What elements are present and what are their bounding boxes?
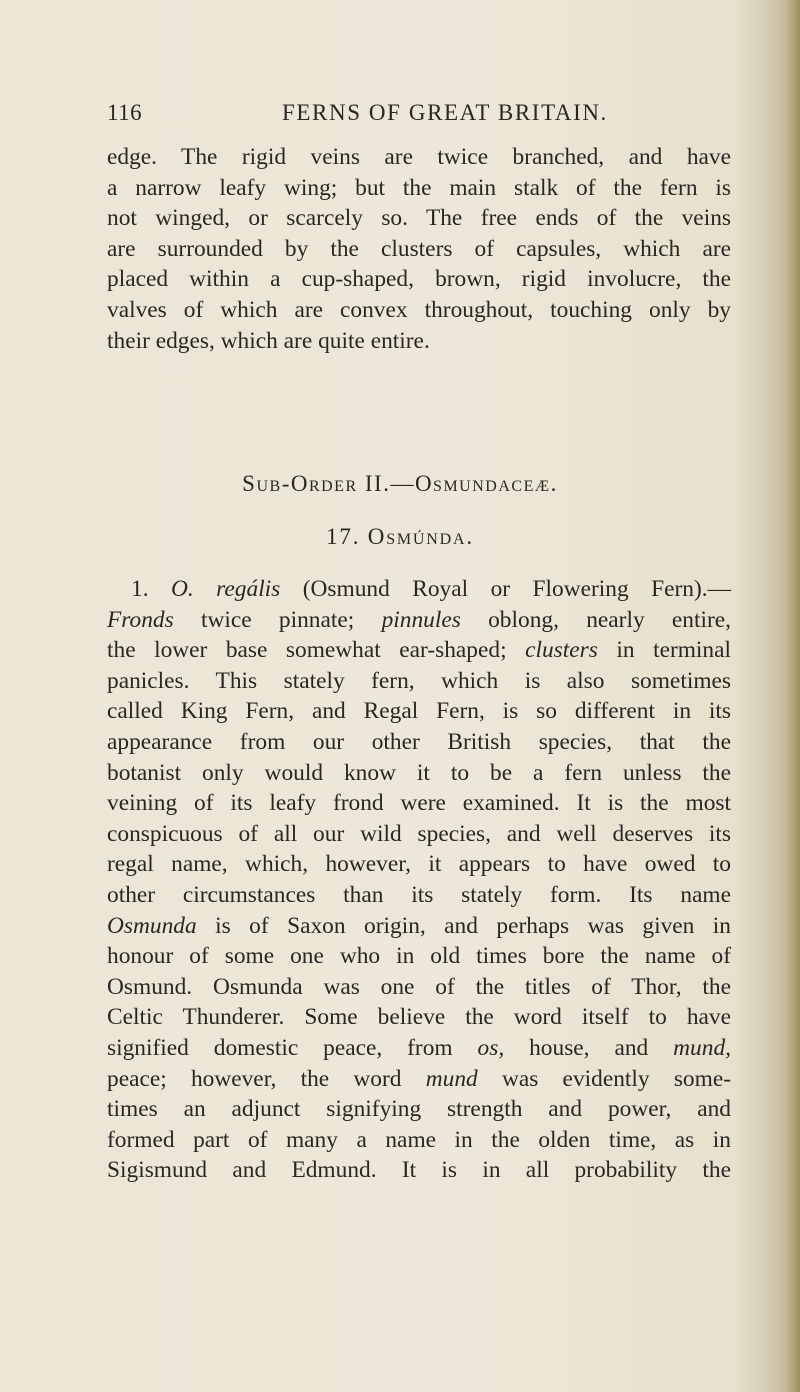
- text-line: placed within a cup-shaped, brown, rigid involucre, the: [107, 266, 731, 293]
- text-line: regal name, which, however, it appears to have owed to: [107, 851, 731, 878]
- term-mund-2: mund: [425, 1065, 478, 1092]
- sub-order-heading: Sub-Order II.—Osmundaceæ.: [242, 471, 558, 496]
- page-number: 116: [107, 100, 143, 125]
- genus-heading: 17. Osmúnda.: [326, 524, 474, 549]
- page-edge-shadow: [784, 0, 800, 1392]
- term-osmunda: Osmunda: [107, 912, 197, 939]
- text-line: conspicuous of all our wild species, and well deserves its: [107, 820, 731, 847]
- text-line: edge. The rigid veins are twice branched, and have: [107, 144, 731, 170]
- term-clusters: clusters: [525, 637, 598, 664]
- paragraph-continuation: [107, 142, 731, 356]
- text-line: [107, 1064, 731, 1095]
- species-name: O. regális: [171, 576, 281, 602]
- text-span: twice pinnate;: [201, 606, 355, 633]
- text-line: called King Fern, and Regal Fern, is so different in its: [107, 698, 731, 725]
- text-line: [107, 911, 731, 942]
- text-line: a narrow leafy wing; but the main stalk of the fern is: [107, 174, 731, 201]
- text-line: valves of which are convex throughout, touching only by: [107, 296, 731, 323]
- text-span: is of Saxon origin, and perhaps was given in: [215, 912, 731, 939]
- text-line: their edges, which are quite entire.: [107, 327, 430, 354]
- text-line: [107, 635, 731, 666]
- text-line: are surrounded by the clusters of capsules, which are: [107, 235, 731, 262]
- species-number: 1.: [131, 576, 149, 602]
- text-line: not winged, or scarcely so. The free ends of the veins: [107, 205, 731, 232]
- text-line: botanist only would know it to be a fern unless the: [107, 759, 731, 786]
- text-line: times an adjunct signifying strength and power, and: [107, 1096, 731, 1123]
- species-common-names: (Osmund Royal or Flowering Fern).—: [302, 576, 731, 602]
- text-span: the lower base somewhat ear-shaped;: [107, 637, 507, 664]
- text-line: panicles. This stately fern, which is also sometimes: [107, 667, 731, 694]
- text-line: [107, 605, 731, 636]
- text-line: [107, 1033, 731, 1064]
- running-head: FERNS OF GREAT BRITAIN.: [282, 100, 608, 125]
- text-span: was evidently some-: [501, 1065, 731, 1092]
- text-line: Osmund. Osmunda was one of the titles of Thor, the: [107, 973, 731, 1000]
- term-mund: mund,: [673, 1034, 731, 1061]
- text-span: in terminal: [616, 637, 732, 664]
- term-fronds: Fronds: [107, 606, 174, 633]
- text-line: honour of some one who in old times bore the name of: [107, 943, 731, 970]
- text-line: appearance from our other British species, that the: [107, 728, 731, 755]
- text-span: signified domestic peace, from: [107, 1034, 453, 1061]
- page-header: [107, 100, 723, 134]
- text-line: formed part of many a name in the olden time, as in: [107, 1126, 731, 1153]
- term-pinnules: pinnules: [381, 606, 461, 633]
- species-paragraph: [107, 574, 731, 1186]
- text-line: veining of its leafy frond were examined. It is the most: [107, 790, 731, 817]
- species-title-line: [107, 574, 731, 605]
- text-line: other circumstances than its stately form. Its name: [107, 881, 731, 908]
- text-span: house, and: [529, 1034, 649, 1061]
- term-os: os,: [477, 1034, 505, 1061]
- text-span: oblong, nearly entire,: [488, 606, 732, 633]
- text-span: peace; however, the word: [107, 1065, 402, 1092]
- text-line: Celtic Thunderer. Some believe the word itself to have: [107, 1004, 731, 1031]
- text-line: Sigismund and Edmund. It is in all probability the: [107, 1157, 731, 1184]
